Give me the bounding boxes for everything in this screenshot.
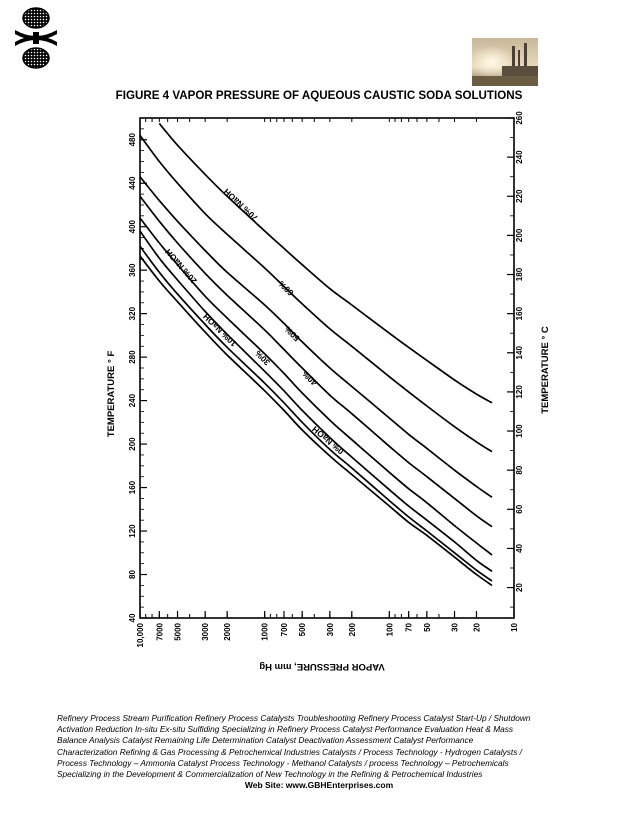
footer-line: Balance Analysis Catalyst Remaining Life Determination Catalyst Deactivation Assessment Catalyst Performance xyxy=(57,735,474,746)
footer-line: Characterization Refining & Gas Processing & Petrochemical Industries Catalysts / Process Technology - Hydrogen Catalysts / xyxy=(57,746,522,757)
x-tick-label: 70 xyxy=(404,623,414,632)
y-left-tick-label: 280 xyxy=(128,350,137,364)
y-right-tick-label: 200 xyxy=(515,228,524,243)
y-axis-label-right: TEMPERATURE ° C xyxy=(540,326,551,414)
footer-line: Process Technology – Ammonia Catalyst Process Technology - Methanol Catalysts / process Technology – Petrochemicals xyxy=(57,757,509,768)
x-tick-label: 50 xyxy=(422,623,432,632)
chart-series xyxy=(140,123,492,585)
series-line xyxy=(140,256,492,585)
x-tick-label: 300 xyxy=(325,623,335,637)
y-right-tick-label: 100 xyxy=(515,424,524,438)
y-left-tick-label: 160 xyxy=(128,480,137,495)
series-label: 0% NaOH xyxy=(310,424,346,457)
series-line xyxy=(140,177,492,498)
y-right-tick-label: 40 xyxy=(515,543,524,553)
series-label: 60% xyxy=(276,278,296,298)
x-tick-label: 2000 xyxy=(223,623,233,641)
x-tick-label: 30 xyxy=(450,623,460,632)
series-label: 40% xyxy=(299,368,320,388)
y-right-tick-label: 60 xyxy=(515,504,524,514)
y-right-tick-label: 180 xyxy=(515,267,524,282)
chart-axes xyxy=(128,111,524,648)
chart-series-labels xyxy=(163,187,346,457)
website-text: Web Site: www.GBHEnterprises.com xyxy=(244,780,394,790)
y-right-tick-label: 140 xyxy=(515,346,524,360)
y-left-tick-label: 320 xyxy=(128,306,137,321)
y-left-tick-label: 120 xyxy=(128,524,137,538)
y-right-tick-label: 80 xyxy=(515,465,524,475)
refinery-photo xyxy=(472,38,538,86)
y-left-tick-label: 480 xyxy=(128,133,137,147)
x-tick-label: 500 xyxy=(298,623,308,637)
x-tick-label: 7000 xyxy=(155,623,165,641)
series-line xyxy=(140,196,492,526)
series-line xyxy=(140,218,492,555)
series-label: 50% xyxy=(282,324,302,344)
y-left-tick-label: 360 xyxy=(128,263,137,277)
series-line xyxy=(159,123,492,402)
x-tick-label: 700 xyxy=(279,623,289,637)
x-tick-label: 5000 xyxy=(173,623,183,641)
x-tick-label: 1000 xyxy=(260,623,270,641)
y-left-tick-label: 40 xyxy=(128,613,137,623)
y-right-tick-label: 20 xyxy=(515,583,524,593)
series-label: 30% xyxy=(252,348,273,368)
gbh-logo-icon xyxy=(12,6,60,70)
y-left-tick-label: 440 xyxy=(128,176,137,190)
x-tick-label: 10,000 xyxy=(136,623,145,648)
footer-text xyxy=(57,713,557,780)
footer-line: Activation Reduction In-situ Ex-situ Sulfiding Specializing in Refinery Process Catalyst Performance Evaluation Heat & Mass xyxy=(57,724,514,735)
footer-line: Refinery Process Stream Purification Refinery Process Catalysts Troubleshooting Refinery Process Catalyst Start-Up / Shutdown xyxy=(57,713,531,723)
y-right-tick-label: 220 xyxy=(515,189,524,203)
y-right-tick-label: 120 xyxy=(515,385,524,399)
series-label: 10% NaOH xyxy=(201,311,239,349)
x-tick-label: 10 xyxy=(510,623,519,632)
x-axis-label: VAPOR PRESSURE, mm Hg xyxy=(259,661,385,672)
series-label: 20% NaOH xyxy=(163,246,199,286)
series-line xyxy=(140,135,492,451)
figure-title: FIGURE 4 VAPOR PRESSURE OF AQUEOUS CAUSTIC SODA SOLUTIONS xyxy=(115,89,523,102)
y-left-tick-label: 400 xyxy=(128,220,137,234)
x-tick-label: 100 xyxy=(385,623,395,637)
x-tick-label: 200 xyxy=(347,623,357,637)
y-right-tick-label: 240 xyxy=(515,150,524,164)
plot-frame xyxy=(140,118,514,618)
series-label: 70% NaOH xyxy=(221,186,260,224)
y-right-tick-label: 260 xyxy=(515,111,524,125)
x-tick-label: 3000 xyxy=(201,623,211,641)
y-left-tick-label: 80 xyxy=(128,570,137,579)
x-tick-label: 20 xyxy=(472,623,482,632)
y-right-tick-label: 160 xyxy=(515,306,524,321)
footer-line: Specializing in the Development & Commercialization of New Technology in the Refining & Petrochemical Industries xyxy=(57,769,483,780)
y-axis-label-left: TEMPERATURE ° F xyxy=(106,350,117,438)
y-left-tick-label: 240 xyxy=(128,393,137,408)
vapor-pressure-chart xyxy=(96,100,566,685)
y-left-tick-label: 200 xyxy=(128,437,137,451)
